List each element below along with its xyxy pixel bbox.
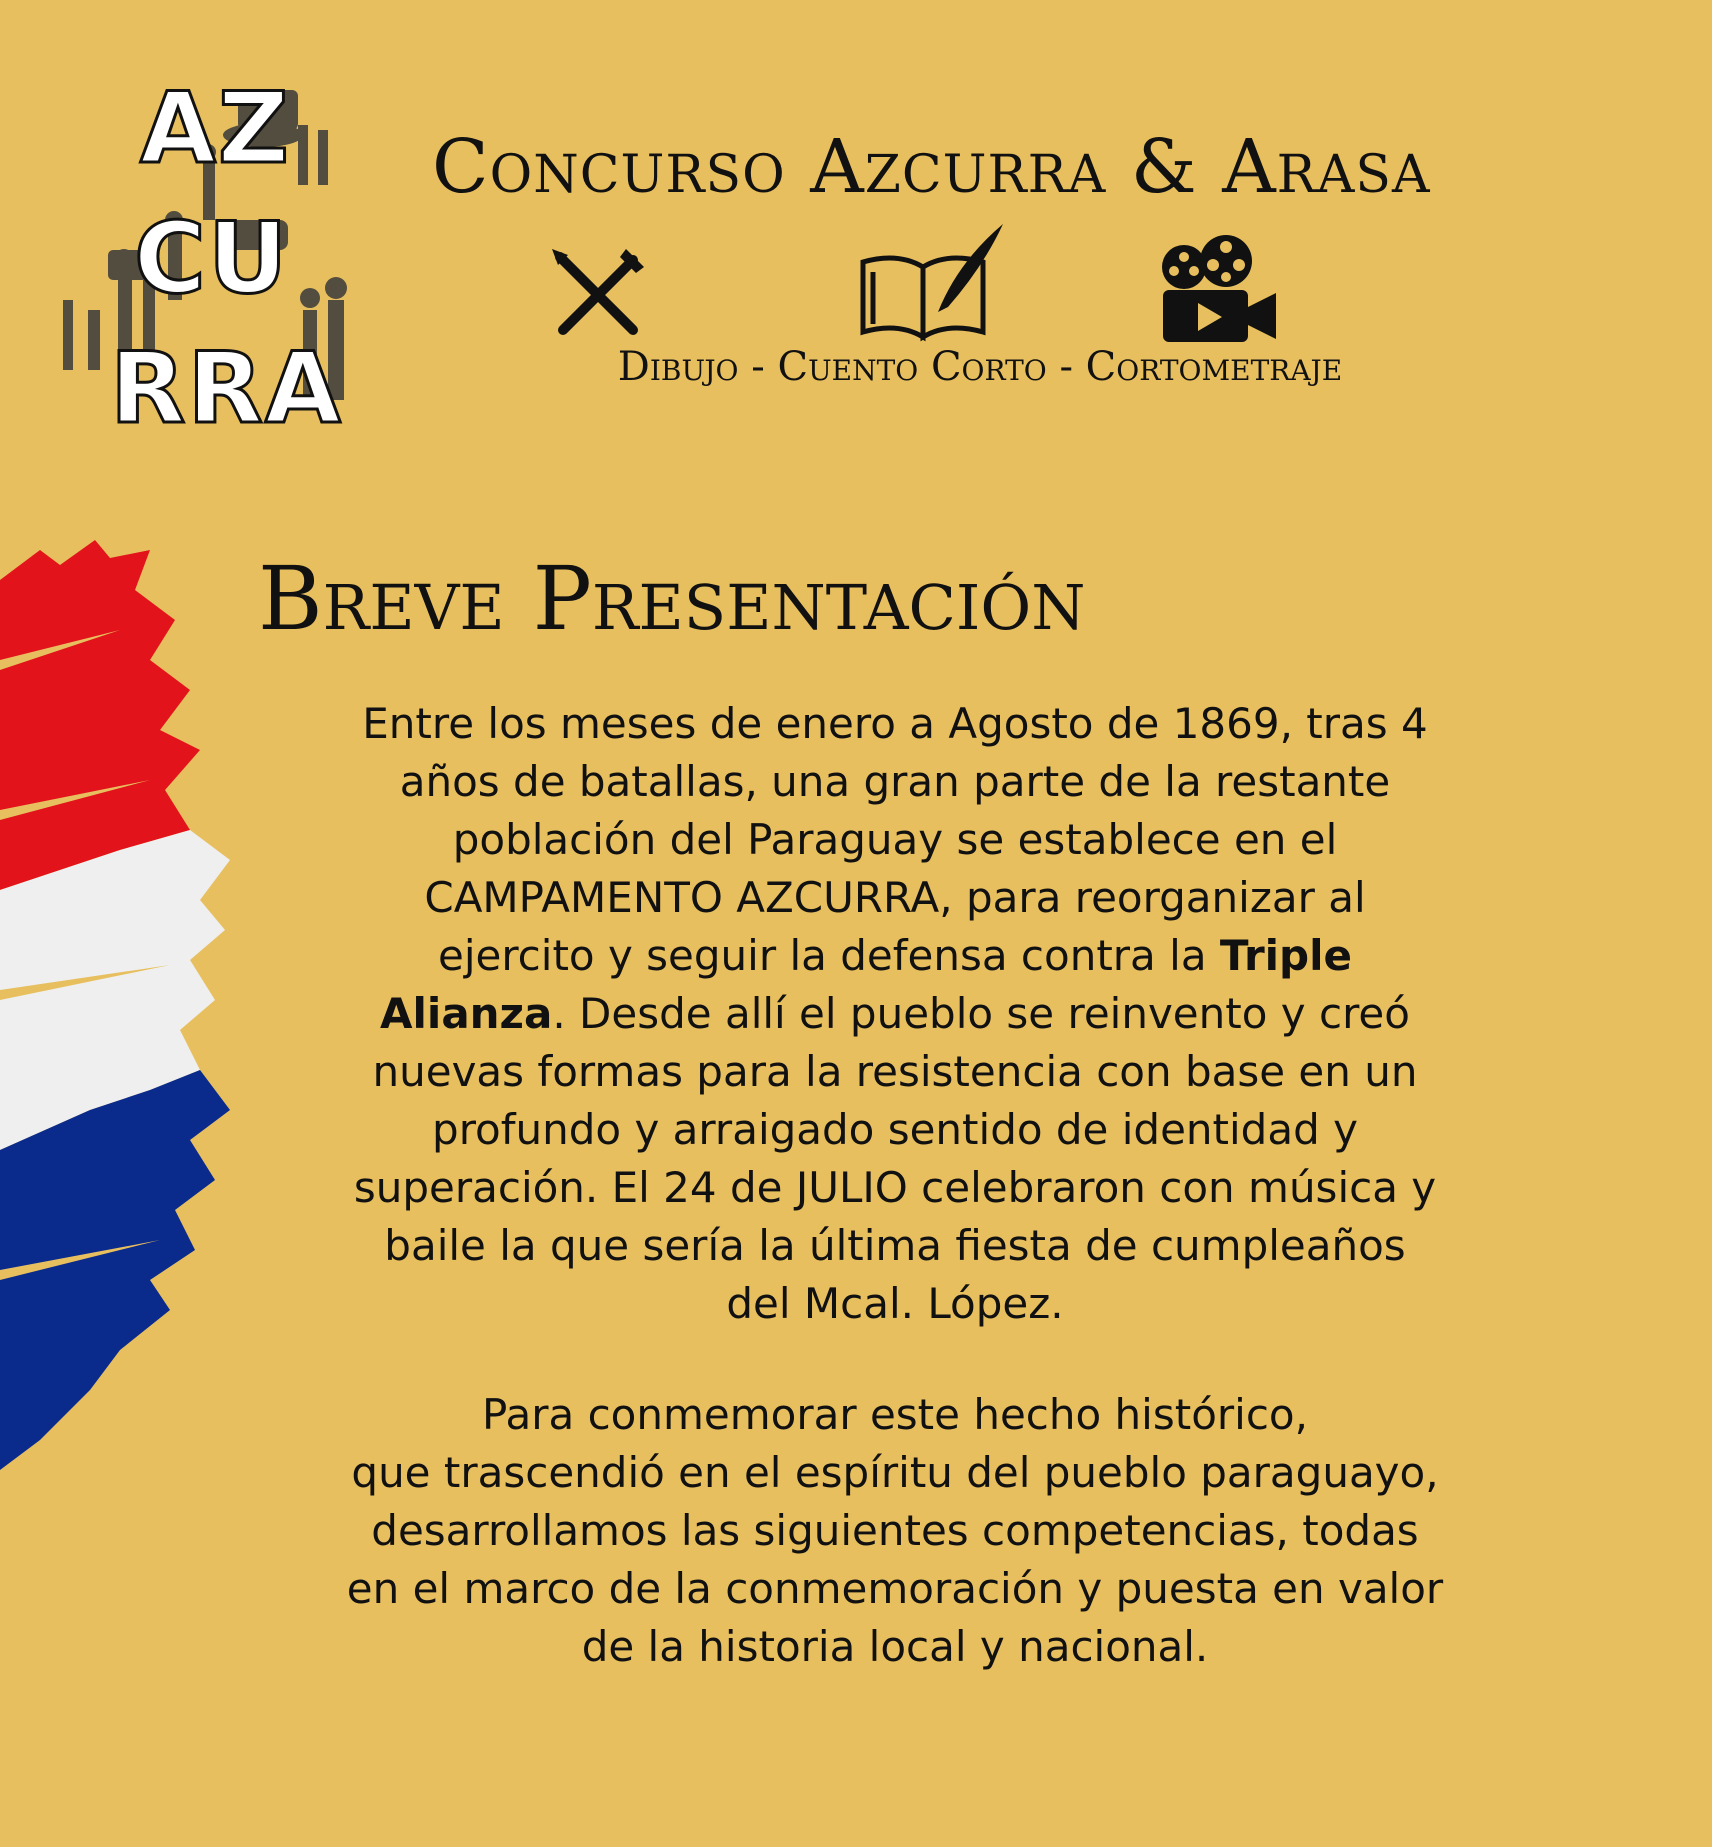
para-text: . Desde allí el pueblo se reinvento y creó	[552, 989, 1410, 1038]
flag-brush-stroke	[0, 510, 240, 1530]
para-line: CAMPAMENTO AZCURRA, para reorganizar al	[424, 873, 1366, 922]
para-line: población del Paraguay se establece en el	[452, 815, 1338, 864]
para-line: del Mcal. López.	[726, 1279, 1064, 1328]
para-line: de la historia local y nacional.	[581, 1622, 1209, 1671]
para-text: ejercito y seguir la defensa contra la	[437, 931, 1220, 980]
triple-alianza-bold-2: Alianza	[380, 989, 553, 1038]
para-line: Para conmemorar este hecho histórico,	[482, 1390, 1308, 1439]
book-quill-icon	[858, 222, 1008, 342]
logo-text-row-3: RRA	[110, 332, 343, 446]
para-line: en el marco de la conmemoración y puesta en valor	[346, 1564, 1444, 1613]
purpose-paragraph	[250, 1386, 1540, 1676]
para-line: profundo y arraigado sentido de identidad y	[432, 1105, 1358, 1154]
contest-title: Concurso Azcurra & Arasa	[432, 124, 1431, 210]
para-line: años de batallas, una gran parte de la restante	[399, 757, 1391, 806]
pencil-brush-crossed-icon	[548, 245, 648, 345]
logo-text-row-1: AZ	[140, 72, 291, 186]
film-camera-icon	[1158, 235, 1278, 345]
logo-text-row-2: CU	[134, 202, 290, 316]
contest-categories: Dibujo - Cuento Corto - Cortometraje	[617, 344, 1343, 390]
para-line	[250, 985, 1540, 1043]
intro-paragraph	[250, 695, 1540, 1333]
para-line: Entre los meses de enero a Agosto de 1869, tras 4	[362, 699, 1428, 748]
para-line: desarrollamos las siguientes competencias, todas	[371, 1506, 1419, 1555]
para-line: baile la que sería la última fiesta de cumpleaños	[384, 1221, 1406, 1270]
para-line: superación. El 24 de JULIO celebraron con música y	[353, 1163, 1437, 1212]
para-line	[250, 927, 1540, 985]
azcurra-logo	[48, 70, 418, 446]
triple-alianza-bold-1: Triple	[1219, 931, 1352, 980]
para-line: que trascendió en el espíritu del pueblo paraguayo,	[351, 1448, 1439, 1497]
para-line: nuevas formas para la resistencia con base en un	[372, 1047, 1418, 1096]
section-title: Breve Presentación	[258, 547, 1086, 650]
